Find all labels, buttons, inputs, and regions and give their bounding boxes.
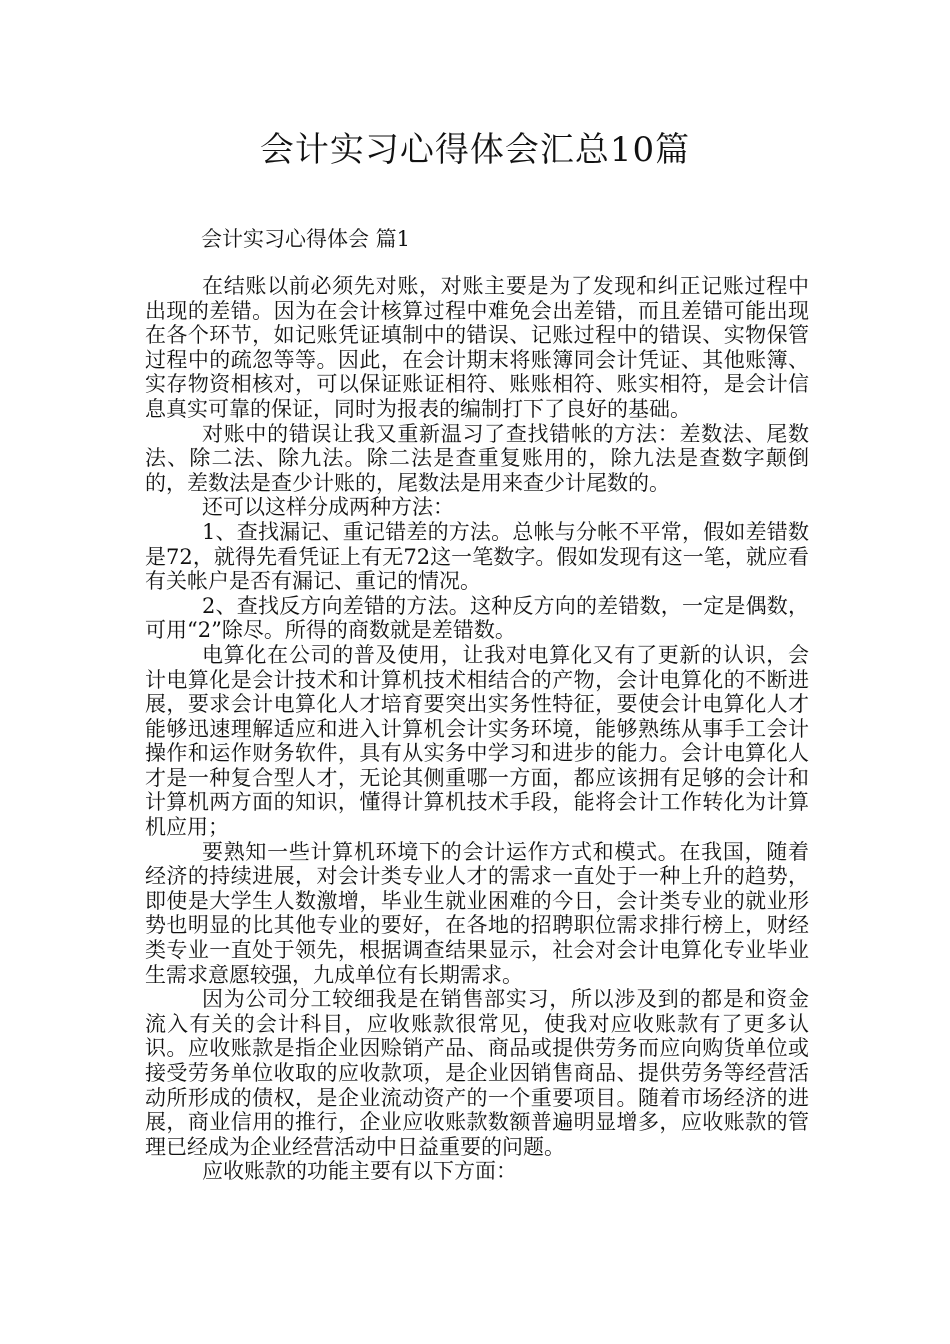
paragraph: 在结账以前必须先对账，对账主要是为了发现和纠正记账过程中出现的差错。因为在会计核算过程中难免会出差错，而且差错可能出现在各个环节，如记账凭证填制中的错误、记账过程中的错误、实物保管过程中的疏忽等等。因此，在会计期末将账簿同会计凭证、其他账簿、实存物资相核对，可以保证账证相符、账账相符、账实相符，是会计信息真实可靠的保证，同时为报表的编制打下了良好的基础。 <box>145 274 809 421</box>
paragraph: 还可以这样分成两种方法： <box>202 495 454 520</box>
paragraph: 因为公司分工较细我是在销售部实习，所以涉及到的都是和资金流入有关的会计科目，应收账款很常见，使我对应收账款有了更多认识。应收账款是指企业因赊销产品、商品或提供劳务而应向购货单位或接受劳务单位收取的应收款项，是企业因销售商品、提供劳务等经营活动所形成的债权，是企业流动资产的一个重要项目。随着市场经济的进展，商业信用的推行，企业应收账款数额普遍明显增多，应收账款的管理已经成为企业经营活动中日益重要的问题。 <box>145 987 809 1159</box>
paragraph: 对账中的错误让我又重新温习了查找错帐的方法：差数法、尾数法、除二法、除九法。除二法是查重复账用的，除九法是查数字颠倒的，差数法是查少计账的，尾数法是用来查少计尾数的。 <box>145 421 809 495</box>
document-body <box>145 274 809 1184</box>
document-title: 会计实习心得体会汇总10篇 <box>259 130 691 170</box>
paragraph: 1、查找漏记、重记错差的方法。总帐与分帐不平常，假如差错数是72，就得先看凭证上有无72这一笔数字。假如发现有这一笔，就应看有关帐户是否有漏记、重记的情况。 <box>145 519 809 594</box>
section-heading: 会计实习心得体会 篇1 <box>201 227 411 251</box>
paragraph: 2、查找反方向差错的方法。这种反方向的差错数，一定是偶数，可用“2”除尽。所得的商数就是差错数。 <box>145 593 809 643</box>
paragraph: 应收账款的功能主要有以下方面： <box>202 1159 517 1184</box>
paragraph: 电算化在公司的普及使用，让我对电算化又有了更新的认识，会计电算化是会计技术和计算机技术相结合的产物，会计电算化的不断进展，要求会计电算化人才培育要突出实务性特征，要使会计电算化人才能够迅速理解适应和进入计算机会计实务环境，能够熟练从事手工会计操作和运作财务软件，具有从实务中学习和进步的能力。会计电算化人才是一种复合型人才，无论其侧重哪一方面，都应该拥有足够的会计和计算机两方面的知识，懂得计算机技术手段，能将会计工作转化为计算机应用； <box>145 642 809 840</box>
paragraph: 要熟知一些计算机环境下的会计运作方式和模式。在我国，随着经济的持续进展，对会计类专业人才的需求一直处于一种上升的趋势，即使是大学生人数激增，毕业生就业困难的今日，会计类专业的就业形势也明显的比其他专业的要好，在各地的招聘职位需求排行榜上，财经类专业一直处于领先，根据调查结果显示，社会对会计电算化专业毕业生需求意愿较强，九成单位有长期需求。 <box>145 839 809 987</box>
